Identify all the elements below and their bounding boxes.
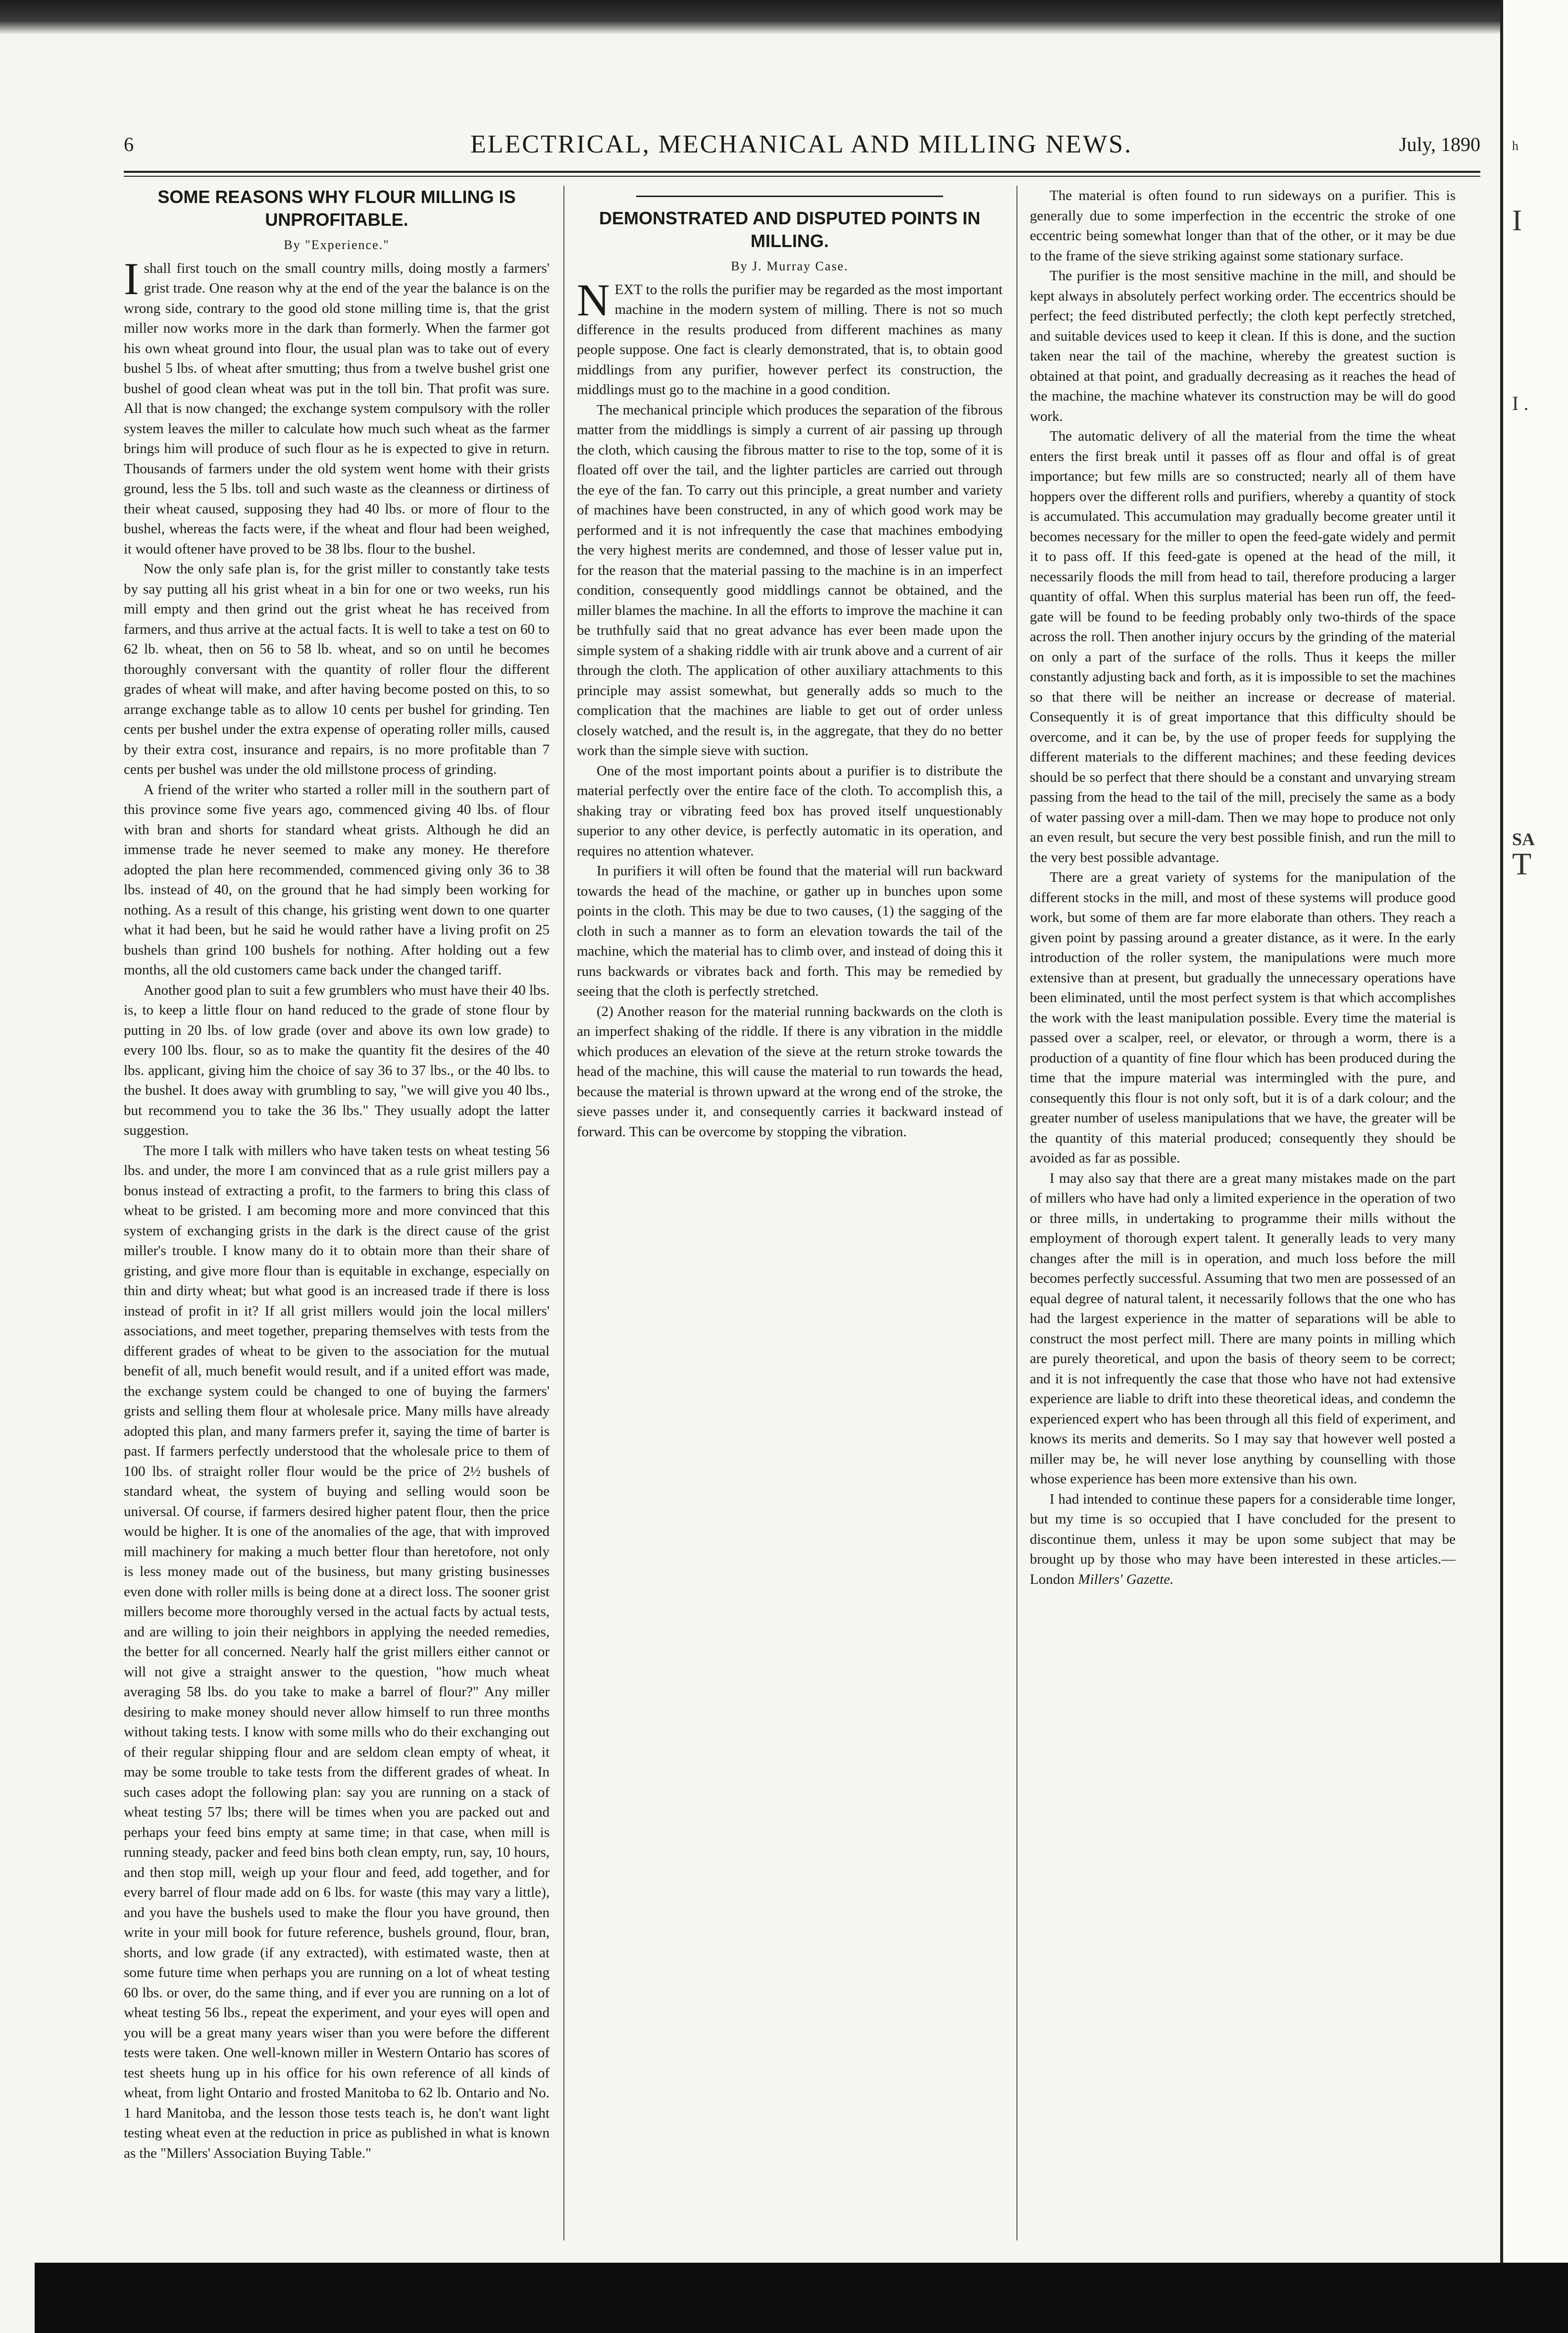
article2-title: DEMONSTRATED AND DISPUTED POINTS IN MILLING. [599,208,981,251]
header-rule [124,171,1480,173]
page-header [124,130,1480,162]
article2-dropcap: N [577,274,610,325]
article2-paragraph: There are a great variety of systems for the manipulation of the different stocks in the mill, and most of these systems will produce good work, but some of them are far more elaborate than others. They reach a given point by passing around a greater distance, as it were. In the early introduction of the roller system, the manipulations were much more extensive than at present, but gradually the unnecessary operations have been eliminated, until the most perfect system is that which accomplishes the work with the least manipulation possible. Every time the material is passed over a scalper, reel, or elevator, or through a worm, there is a production of a quantity of fine flour which has been produced during the time that the impure material was intermingled with the pure, and consequently this flour is not only soft, but it is of a dark colour; and the greater number of useless manipulations that we have, the greater will be the quantity of this material produced; consequently they should be avoided as far as possible. [1030,869,1456,1166]
article2-source: Millers' Gazette. [1078,1571,1174,1587]
column-3-flow [1030,186,1456,1589]
article1-paragraph: A friend of the writer who started a roller mill in the southern part of this province some five years ago, commenced giving 40 lbs. of flour with bran and shorts for standard wheat grists. Although he did an immense trade he never seemed to make any money. He therefore adopted the plan here recommended, commenced giving only 36 to 38 lbs. instead of 40, on the ground that he had simply been working for nothing. As a result of this change, his gristing went down to one quarter what it had been, but he said he would rather have a living profit on 25 bushels than grind 100 bushels for nothing. After holding out a few months, all the old customers came back under the changed tariff. [124,781,550,978]
article1-title: SOME REASONS WHY FLOUR MILLING IS UNPROFITABLE. [157,187,516,230]
article2-byline: By J. Murray Case. [731,259,849,273]
article2-paragraph: The purifier is the most sensitive machine in the mill, and should be kept always in absolutely perfect working order. The eccentrics should be perfect; the feed distributed perfectly; the cloth kept perfectly stretched, and suitable devices used to keep it clean. If this is done, and the suction taken near the tail of the machine, whereby the greatest suction is obtained at that point, and gradually decreasing as it reaches the head of the machine, the machine whatever its construction may be will do good work. [1030,268,1456,424]
article1-dropcap: I [124,253,139,304]
edge-fragment: h [1512,139,1518,153]
article2-paragraph: The automatic delivery of all the material from the time the wheat enters the first break until it passes off as flour and offal is of great importance; but few mills are so constructed; nearly all of them have hoppers over the different rolls and purifiers, whereby a quantity of stock is accumulated. This accumulation may gradually become greater until it becomes necessary for the miller to open the feed-gate widely and permit it to pass off. If this feed-gate is opened at the head of the mill, it necessarily floods the mill from head to tail, therefore producing a larger quantity of offal. When this surplus material has been run off, the feed-gate will be found to be feeding probably only two-thirds of the space across the roll. Then another injury occurs by the grinding of the material on only a part of the surface of the rolls. Thus it keeps the miller constantly adjusting back and forth, as it is impossible to set the machines so that there will be neither an increase or decrease of material. Consequently it is of great importance that this difficulty should be overcome, and it can be, by the use of proper feeds for supplying the different materials to the different machines; and these feeding devices should be so perfect that there should be a constant and unvarying stream passing from the head to the tail of the mill, precisely the same as a body of water passing over a mill-dam. Then we may hope to produce not only an even result, but secure the very best possible finish, and run the mill to the very best possible advantage. [1030,428,1456,865]
column-1 [124,186,550,2240]
column-divider [563,186,564,2240]
adjacent-page-edge [1500,0,1568,2333]
article1-paragraph: Another good plan to suit a few grumblers who must have their 40 lbs. is, to keep a little flour on hand reduced to the grade of stone flour by putting in 20 lbs. of low grade (over and above its own low grade) to every 100 lbs. flour, so as to make the quantity fit the desires of the 40 lbs. applicant, giving him the choice of say 36 to 37 lbs., or the 40 lbs. to the bushel. It does away with grumbling to say, "we will give you 40 lbs., but recommend you to take the 36 lbs." They usually adopt the latter suggestion. [124,982,550,1138]
article2-paragraph: I had intended to continue these papers for a considerable time longer, but my time is so occupied that I have concluded for the present to discontinue them, unless it may be upon some subject that may be brought up by those who may have been interested in these articles.—London Millers' Gazette. [1030,1491,1456,1587]
column-2-flow [577,196,1003,1142]
column-2 [577,186,1003,2240]
article1-byline: By "Experience." [284,238,390,252]
publication-title: ELECTRICAL, MECHANICAL AND MILLING NEWS. [470,130,1133,158]
edge-fragment: T [1512,846,1532,881]
scan-top-edge [0,0,1568,35]
scan-bottom-edge [35,2263,1568,2333]
article2-paragraph: The material is often found to run sideways on a purifier. This is generally due to some imperfection in the eccentric the stroke of one eccentric being somewhat longer than that of the other, or it may be due to the frame of the sieve striking against some stationary surface. [1030,188,1456,264]
issue-date: July, 1890 [1399,133,1480,155]
edge-fragment: SA [1512,829,1535,849]
page-number: 6 [124,133,134,155]
article2-paragraph: In purifiers it will often be found that the material will run backward towards the head of the machine, or gather up in bunches upon some points in the cloth. This may be due to two causes, (1) the sagging of the cloth in such a manner as to form an elevation towards the tail of the machine, which the material has to climb over, and instead of doing this it runs backwards or vibrates back and forth. This may be remedied by seeing that the cloth is perfectly stretched. [577,863,1003,999]
article-separator [636,196,943,197]
column-divider [1016,186,1017,2240]
article2-paragraph: The mechanical principle which produces the separation of the fibrous matter from the middlings is simply a current of air passing up through the cloth, which causing the fibrous matter to rise to the top, some of it is floated off over the tail, and the lighter particles are carried out through the eye of the fan. To carry out this principle, a great number and variety of machines have been constructed, in any of which good work may be performed and it is not infrequently the case that machines embodying the very highest merits are condemned, and those of lesser value put in, for the reason that the material passing to the machine is in an imperfect condition, consequently good middlings cannot be obtained, and the miller blames the machine. In all the efforts to improve the machine it can be truthfully said that no great advance has ever been made upon the simple system of a shaking riddle with air trunk above and a current of air through the cloth. The application of other auxiliary attachments to this principle may assist somewhat, but generally adds so much to the complication that the machines are liable to get out of order unless closely watched, and the result is, in the aggregate, that they do no better work than the simple sieve with suction. [577,402,1003,759]
article2-paragraph: I may also say that there are a great many mistakes made on the part of millers who have had only a limited experience in the operation of two or three mills, in undertaking to programme their mills without the employment of thorough expert talent. It generally leads to very many changes after the mill is in operation, and much loss before the mill becomes perfectly successful. Assuming that two men are possessed of an equal degree of natural talent, it necessarily follows that the one who has had the largest experience in the matter of separations will be able to construct the most perfect mill. There are many points in milling which are purely theoretical, and upon the basis of theory seem to be correct; and it is not infrequently the case that those who have not had extensive experience are liable to drift into these theoretical ideas, and condemn the experienced expert who has been through all this field of experiment, and knows its merits and demerits. So I may say that however well posted a miller may be, he will never lose anything by counselling with those whose experience has been more extensive than his own. [1030,1170,1456,1487]
article2-paragraph: One of the most important points about a purifier is to distribute the material perfectly over the entire face of the cloth. To accomplish this, a shaking tray or vibrating feed box has proved itself unquestionably superior to any other device, is perfectly automatic in its operation, and requires no attention whatever. [577,762,1003,859]
edge-fragment: I . [1512,392,1529,414]
header-rule-thin [124,176,1480,177]
article1-paragraph: I shall first touch on the small country mills, doing mostly a farmers' grist trade. One reason why at the end of the year the balance is on the wrong side, contrary to the good old stone milling time is, that the grist miller now works more in the dark than formerly. When the farmer got his own wheat ground into flour, the usual plan was to take out of every bushel 5 lbs. of wheat after smutting; thus from a twelve bushel grist one bushel of good clean wheat was put in the toll bin. That profit was sure. All that is now changed; the exchange system compulsory with the roller system leaves the miller to calculate how much such wheat as the farmer brings him will produce of such flour as he is expected to give in return. Thousands of farmers under the old system went home with their grists ground, less the 5 lbs. toll and such waste as the cleanness or dirtiness of their wheat caused, supposing they had 40 lbs. or more of flour to the bushel, whereas the facts were, if the wheat and flour had been weighed, it would oftener have proved to be 38 lbs. flour to the bushel. [124,253,550,557]
edge-fragment: I [1512,204,1522,237]
article2-paragraph: NEXT to the rolls the purifier may be regarded as the most important machine in the modern system of milling. There is not so much difference in the results produced from different machines as many people suppose. One fact is clearly demonstrated, that is, to obtain good middlings from any purifier, however perfect its construction, the middlings must go to the machine in a good condition. [577,274,1003,398]
article1-paragraph: The more I talk with millers who have taken tests on wheat testing 56 lbs. and under, the more I am convinced that as a rule grist millers pay a bonus instead of extracting a profit, to the farmers to bring this class of wheat to be gristed. I am becoming more and more convinced that this system of exchanging grists in the dark is the direct cause of the grist miller's trouble. I know many do it to obtain more than their share of gristing, and give more flour than is equitable in exchange, especially on thin and dirty wheat; but what good is an increased trade if there is loss instead of profit in it? If all grist millers would join the local millers' associations, and meet together, preparing themselves with tests from the different grades of wheat to be given to the association for the mutual benefit of all, much benefit would result, and if a united effort was made, the exchange system could be changed to one of buying the farmers' grists and selling them flour at wholesale price. Many mills have already adopted this plan, and many farmers prefer it, saying the time of barter is past. If farmers perfectly understood that the wholesale price to them of 100 lbs. of straight roller flour would be the price of 2½ bushels of standard wheat, the system of buying and selling would soon be universal. Of course, if farmers desired higher patent flour, then the price would be higher. It is one of the anomalies of the age, that with improved mill machinery for making a much better flour than heretofore, not only is less money made out of the business, but many gristing businesses even done with roller mills is being done at a direct loss. The sooner grist millers become more thoroughly versed in the actual facts by actual tests, and are willing to join their neighbors in applying the needed remedies, the better for all concerned. Nearly half the grist millers either cannot or will not give a straight answer to the question, "how much wheat averaging 58 lbs. do you take to make a barrel of flour?" Any miller desiring to make money should never allow himself to run three months without taking tests. I know with some mills who do their exchanging out of their regular shipping flour and are seldom clean empty of wheat, it may be some trouble to take tests from the different grades of wheat. In such cases adopt the following plan: say you are running on a stack of wheat testing 57 lbs; there will be times when you are packed out and perhaps your feed bins empty at same time; in that case, when mill is running steady, packer and feed bins both clean empty, run, say, 10 hours, and then stop mill, weigh up your flour and feed, add together, and for every barrel of flour made add on 6 lbs. for waste (this may vary a little), and you have the bushels used to make the flour you have ground, then write in your mill book for future reference, bushels ground, flour, bran, shorts, and low grade (if any extracted), with estimated waste, then at some future time when perhaps you are running on a lot of wheat testing 60 lbs. or over, do the same thing, and if ever you are running on a lot of wheat testing 56 lbs., repeat the experiment, and your eyes will open and you will be a great many years wiser than you were before the different tests were taken. One well-known miller in Western Ontario has scores of test sheets hung up in his office for his own reference of all kinds of wheat, from light Ontario and frosted Manitoba to 62 lb. Ontario and No. 1 hard Manitoba, and the lesson those tests teach is, he don't want light testing wheat even at the reduction in price as published in what is known as the "Millers' Association Buying Table." [124,1142,550,2161]
column-3 [1030,186,1456,2240]
article1-paragraph: Now the only safe plan is, for the grist miller to constantly take tests by say putting all his grist wheat in a bin for one or two weeks, run his mill empty and then grind out the grist wheat he has received from farmers, and thus arrive at the actual facts. It is well to take a test on 60 to 62 lb. wheat, then on 56 to 58 lb. wheat, and so on until he becomes thoroughly conversant with the quantity of roller flour the different grades of wheat will make, and after having become posted on this, to so arrange exchange table as to allow 10 cents per bushel for grinding. Ten cents per bushel under the extra expense of operating roller mills, caused by their extra cost, insurance and repairs, is no more profitable than 7 cents per bushel was under the old millstone process of grinding. [124,561,550,777]
article2-paragraph: (2) Another reason for the material running backwards on the cloth is an imperfect shaking of the riddle. If there is any vibration in the middle which produces an elevation of the sieve at the return stroke towards the head of the machine, this will cause the material to run towards the head, because the material is thrown upward at the wrong end of the stroke, the sieve passes under it, and consequently carries it backward instead of forward. This can be overcome by stopping the vibration. [577,1003,1003,1140]
